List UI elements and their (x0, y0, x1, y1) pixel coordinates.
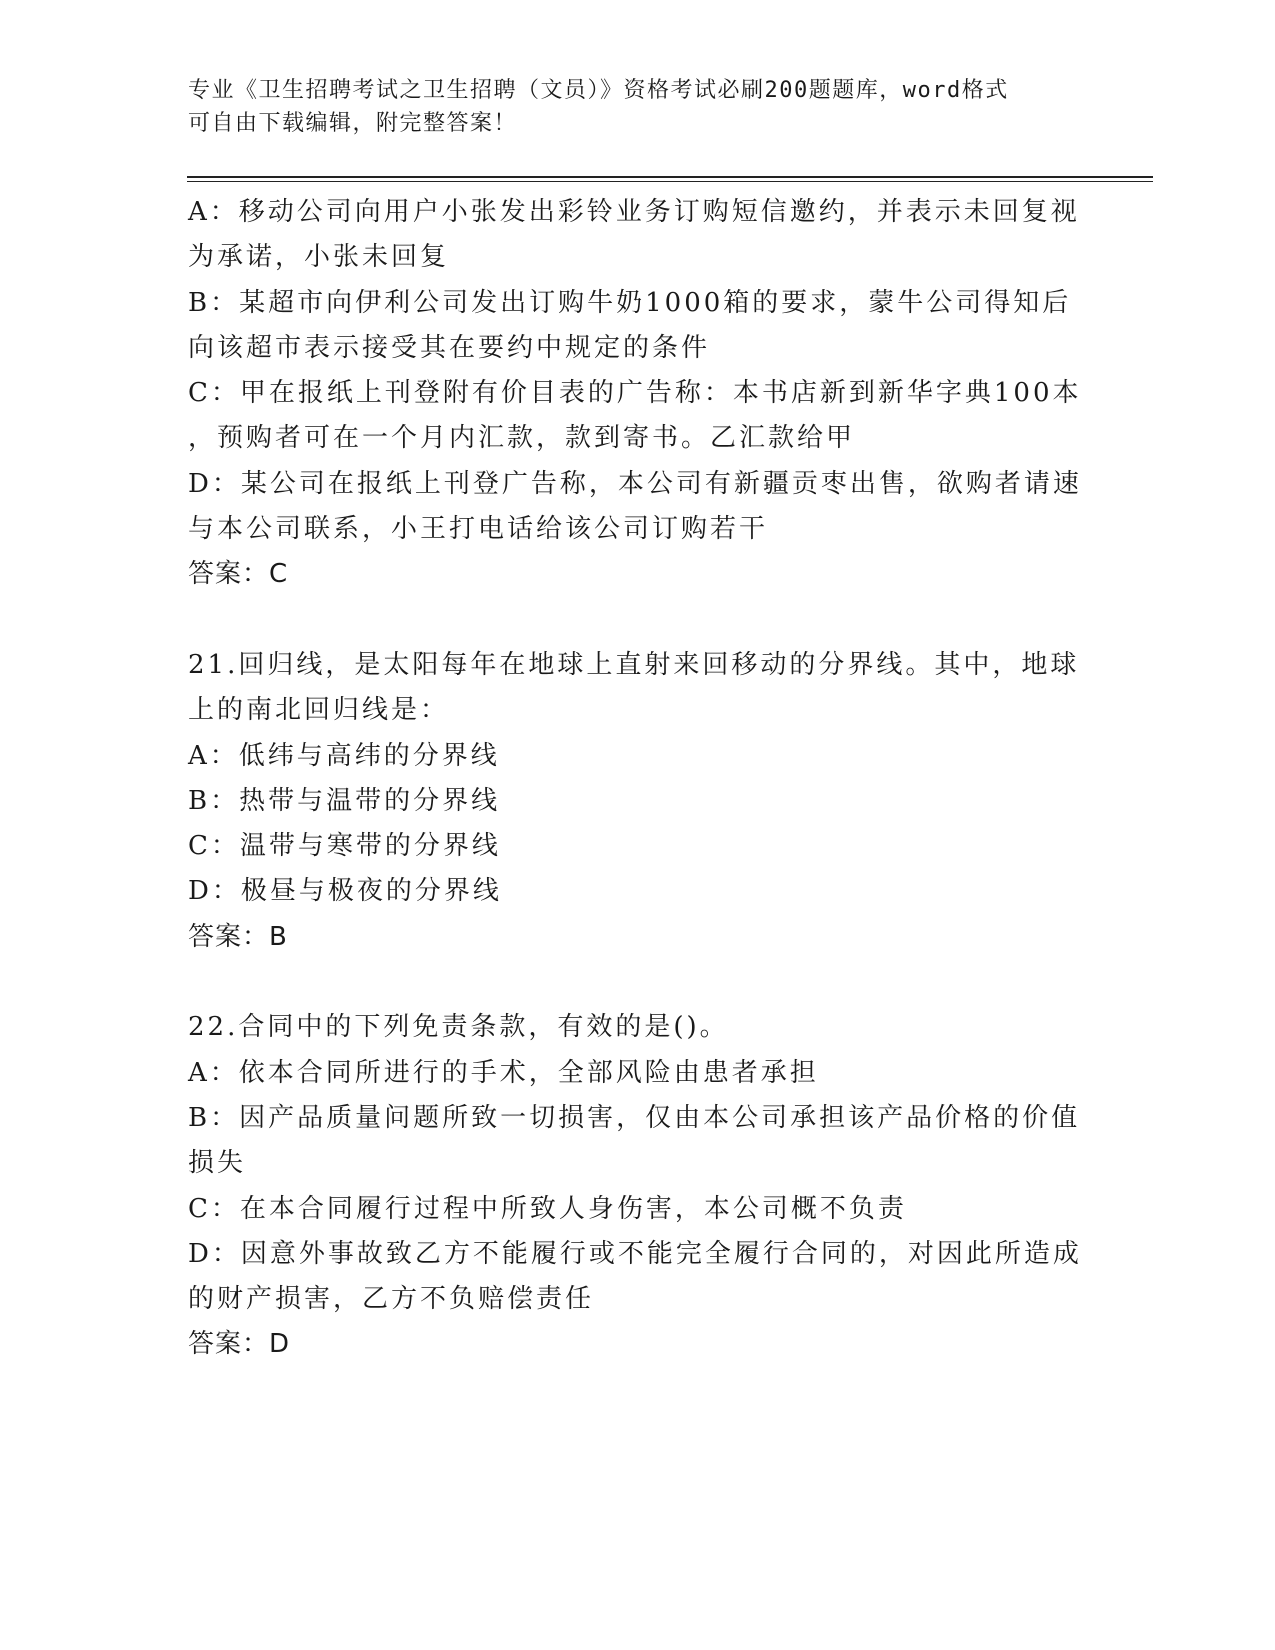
q21-stem-cont: 上的南北回归线是： (188, 695, 450, 726)
header-divider-thick (187, 176, 1153, 178)
q22-option-b-cont: 损失 (188, 1148, 247, 1179)
q20-option-c: C：甲在报纸上刊登附有价目表的广告称：本书店新到新华字典100本 (188, 378, 1082, 409)
q20-option-b: B：某超市向伊利公司发出订购牛奶1000箱的要求，蒙牛公司得知后 (188, 287, 1072, 318)
header-divider-thin (187, 181, 1153, 182)
q22-option-a: A：依本合同所进行的手术，全部风险由患者承担 (188, 1057, 819, 1088)
question-22-block (188, 1005, 1088, 1367)
q20-option-d: D：某公司在报纸上刊登广告称，本公司有新疆贡枣出售，欲购者请速 (188, 468, 1082, 499)
q20-option-b-cont: 向该超市表示接受其在要约中规定的条件 (188, 332, 711, 363)
q21-option-a: A：低纬与高纬的分界线 (188, 740, 500, 771)
q22-option-d-cont: 的财产损害，乙方不负赔偿责任 (188, 1284, 595, 1315)
q22-option-d: D：因意外事故致乙方不能履行或不能完全履行合同的，对因此所造成 (188, 1238, 1082, 1269)
q21-option-d: D：极昼与极夜的分界线 (188, 876, 502, 907)
spacer (188, 598, 1088, 643)
q20-option-a-cont: 为承诺，小张未回复 (188, 242, 450, 273)
question-20-block (188, 190, 1088, 598)
q20-option-a: A：移动公司向用户小张发出彩铃业务订购短信邀约，并表示未回复视 (188, 197, 1080, 227)
q21-option-b: B：热带与温带的分界线 (188, 785, 501, 816)
header-title-line-2: 可自由下载编辑，附完整答案！ (188, 111, 518, 136)
q22-option-c: C：在本合同履行过程中所致人身伤害，本公司概不负责 (188, 1193, 907, 1224)
q21-answer: 答案：B (188, 921, 288, 952)
q21-option-c: C：温带与寒带的分界线 (188, 831, 501, 862)
q22-option-b: B：因产品质量问题所致一切损害，仅由本公司承担该产品价格的价值 (188, 1102, 1081, 1133)
q20-option-c-cont: ，预购者可在一个月内汇款，款到寄书。乙汇款给甲 (188, 423, 856, 454)
q22-answer: 答案：D (188, 1329, 291, 1360)
q21-stem: 21.回归线，是太阳每年在地球上直射来回移动的分界线。其中，地球 (188, 649, 1080, 680)
question-list (188, 190, 1088, 1368)
header-title-line-1: 专业《卫生招聘考试之卫生招聘（文员）》资格考试必刷200题题库，word格式 (188, 78, 1009, 103)
question-21-block (188, 643, 1088, 960)
q22-stem: 22.合同中的下列免责条款，有效的是()。 (188, 1012, 729, 1043)
document-header (188, 74, 1088, 140)
q20-option-d-cont: 与本公司联系，小王打电话给该公司订购若干 (188, 514, 769, 545)
spacer (188, 960, 1088, 1005)
q20-answer: 答案：C (188, 559, 289, 590)
